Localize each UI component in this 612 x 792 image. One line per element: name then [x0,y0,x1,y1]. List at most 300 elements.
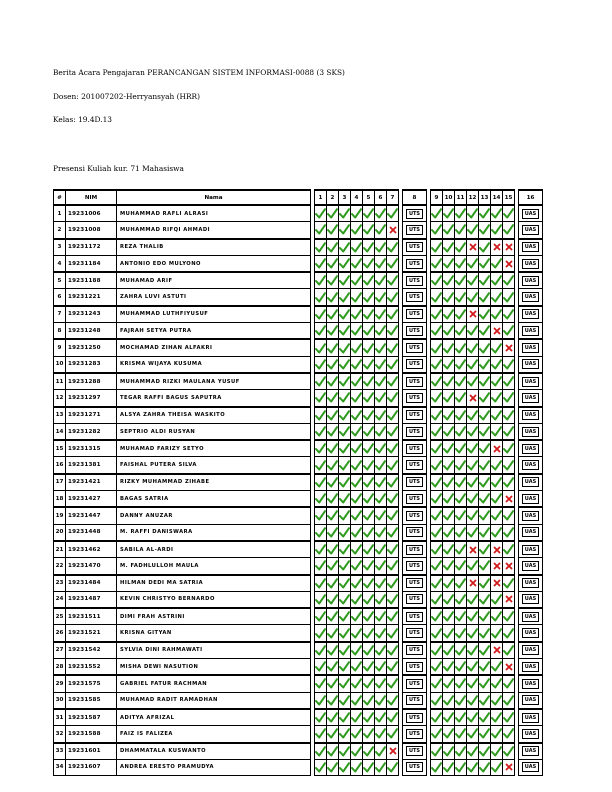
attendance-mark [479,759,491,775]
check-icon [443,661,454,672]
attendance-mark [327,390,339,407]
attendance-mark [503,524,515,541]
final-badge: UAS [522,561,539,571]
attendance-mark [491,659,503,676]
check-icon [455,325,466,336]
attendance-mark [339,407,351,424]
attendance-mark [467,339,479,356]
attendance-mark [387,507,399,524]
check-icon [327,443,338,454]
check-icon [363,746,374,757]
check-icon [455,258,466,269]
table-row [54,205,543,222]
attendance-mark [315,457,327,474]
row-number: 5 [54,272,66,289]
attendance-mark [491,541,503,558]
attendance-mark [479,390,491,407]
check-icon [387,544,398,555]
check-icon [443,510,454,521]
row-number: 32 [54,726,66,743]
check-icon [327,392,338,403]
check-icon [339,728,350,739]
attendance-mark [375,222,387,239]
check-icon [375,762,386,773]
attendance-mark [491,642,503,659]
check-icon [443,309,454,320]
student-nim: 19231381 [66,457,117,474]
attendance-mark [503,440,515,457]
attendance-mark [455,390,467,407]
attendance-mark [375,407,387,424]
attendance-mark [455,239,467,256]
attendance-mark [479,222,491,239]
attendance-mark [339,239,351,256]
attendance-mark [503,306,515,323]
student-nim: 19231607 [66,759,117,775]
attendance-mark [327,289,339,306]
student-name: SYLVIA DINI RAHMAWATI [117,642,311,659]
student-name: DIMI FRAH ASTRINI [117,608,311,625]
check-icon [363,510,374,521]
check-icon [351,426,362,437]
row-number: 23 [54,575,66,592]
check-icon [351,359,362,370]
student-name: M. RAFFI DANISWARA [117,524,311,541]
check-icon [387,594,398,605]
check-icon [431,594,442,605]
attendance-mark [479,692,491,709]
check-icon [479,224,490,235]
check-icon [327,275,338,286]
attendance-mark [443,726,455,743]
attendance-mark [467,474,479,491]
attendance-mark [387,289,399,306]
midterm-badge: UTS [406,393,423,403]
attendance-mark [467,440,479,457]
attendance-mark [491,390,503,407]
check-icon [327,493,338,504]
student-name: GABRIEL FATUR RACHMAN [117,675,311,692]
row-number: 2 [54,222,66,239]
student-nim: 19231421 [66,474,117,491]
check-icon [443,460,454,471]
student-name: M. FADHLULLOH MAULA [117,558,311,575]
attendance-mark [479,440,491,457]
attendance-mark [431,709,443,726]
row-number: 30 [54,692,66,709]
check-icon [387,661,398,672]
attendance-mark [443,575,455,592]
attendance-mark [503,625,515,642]
row-number: 33 [54,743,66,760]
check-icon [455,309,466,320]
attendance-mark [491,323,503,340]
attendance-mark [363,709,375,726]
row-number: 20 [54,524,66,541]
student-nim: 19231447 [66,507,117,524]
check-icon [351,746,362,757]
attendance-mark [327,491,339,508]
attendance-mark [503,642,515,659]
attendance-mark [479,356,491,373]
attendance-mark [503,591,515,608]
attendance-mark [503,205,515,222]
check-icon [387,208,398,219]
cross-icon [389,226,397,234]
attendance-mark [455,675,467,692]
midterm-badge: UTS [406,594,423,604]
attendance-mark [351,323,363,340]
check-icon [315,343,326,354]
header-session-1: 1 [315,190,327,205]
check-icon [363,292,374,303]
student-name: DANNY ANUZAR [117,507,311,524]
attendance-mark [503,675,515,692]
attendance-mark [387,339,399,356]
final-badge: UAS [522,645,539,655]
attendance-mark [315,491,327,508]
check-icon [491,292,502,303]
check-icon [479,728,490,739]
attendance-mark [479,289,491,306]
student-nim: 19231288 [66,373,117,390]
attendance-mark [431,692,443,709]
check-icon [443,645,454,656]
attendance-mark [387,491,399,508]
attendance-mark [315,323,327,340]
student-nim: 19231448 [66,524,117,541]
check-icon [431,208,442,219]
check-icon [467,292,478,303]
attendance-mark [339,390,351,407]
header-session-15: 15 [503,190,515,205]
final-badge: UAS [522,511,539,521]
attendance-mark [363,524,375,541]
student-nim: 19231271 [66,407,117,424]
check-icon [467,426,478,437]
student-name: FAJRAH SETYA PUTRA [117,323,311,340]
check-icon [479,410,490,421]
attendance-mark [327,373,339,390]
attendance-mark [455,575,467,592]
attendance-mark [503,423,515,440]
attendance-mark [479,491,491,508]
attendance-mark [327,692,339,709]
attendance-mark [351,558,363,575]
attendance-mark [479,423,491,440]
midterm-badge: UTS [406,494,423,504]
attendance-mark [351,306,363,323]
check-icon [503,510,514,521]
attendance-mark [363,591,375,608]
final-badge: UAS [522,494,539,504]
check-icon [503,477,514,488]
check-icon [315,359,326,370]
attendance-mark [387,591,399,608]
final-badge: UAS [522,527,539,537]
check-icon [363,242,374,253]
check-icon [479,578,490,589]
attendance-mark [479,642,491,659]
attendance-mark [315,759,327,775]
check-icon [387,678,398,689]
student-name: KRISNA GITYAN [117,625,311,642]
attendance-mark [443,759,455,775]
midterm-badge: UTS [406,359,423,369]
check-icon [327,527,338,538]
check-icon [431,628,442,639]
check-icon [479,594,490,605]
check-icon [503,443,514,454]
check-icon [363,460,374,471]
attendance-mark [503,390,515,407]
attendance-mark [339,440,351,457]
midterm-badge: UTS [406,527,423,537]
attendance-mark [491,474,503,491]
check-icon [351,762,362,773]
attendance-mark [315,222,327,239]
attendance-mark [467,709,479,726]
midterm-badge: UTS [406,729,423,739]
attendance-mark [455,272,467,289]
attendance-mark [431,575,443,592]
attendance-mark [363,491,375,508]
check-icon [339,443,350,454]
attendance-mark [467,558,479,575]
header-session-6: 6 [375,190,387,205]
student-name: MISHA DEWI NASUTION [117,659,311,676]
check-icon [455,224,466,235]
attendance-mark [387,541,399,558]
attendance-mark [387,642,399,659]
student-name: MUHAMAD RADIT RAMADHAN [117,692,311,709]
attendance-mark [479,709,491,726]
check-icon [339,560,350,571]
check-icon [503,728,514,739]
check-icon [339,493,350,504]
attendance-mark [327,659,339,676]
attendance-mark [503,356,515,373]
attendance-mark [443,390,455,407]
attendance-mark [443,255,455,272]
check-icon [467,695,478,706]
attendance-mark [363,440,375,457]
check-icon [491,611,502,622]
check-icon [339,762,350,773]
check-icon [315,309,326,320]
check-icon [375,275,386,286]
student-nim: 19231250 [66,339,117,356]
check-icon [363,343,374,354]
check-icon [387,560,398,571]
final-badge: UAS [522,359,539,369]
check-icon [431,242,442,253]
check-icon [327,712,338,723]
attendance-mark [467,507,479,524]
attendance-mark [315,558,327,575]
attendance-mark [339,491,351,508]
check-icon [387,493,398,504]
midterm-badge: UTS [406,578,423,588]
check-icon [363,224,374,235]
attendance-mark [387,759,399,775]
attendance-mark [387,272,399,289]
check-icon [455,611,466,622]
check-icon [375,359,386,370]
attendance-mark [431,373,443,390]
check-icon [327,628,338,639]
check-icon [443,325,454,336]
check-icon [491,728,502,739]
check-icon [503,208,514,219]
check-icon [363,359,374,370]
attendance-mark [315,743,327,760]
check-icon [375,578,386,589]
check-icon [351,510,362,521]
attendance-mark [491,507,503,524]
table-header [54,190,543,205]
student-name: ANDREA ERESTO PRAMUDYA [117,759,311,775]
cross-icon [469,243,477,251]
attendance-mark [467,289,479,306]
attendance-mark [491,407,503,424]
check-icon [479,426,490,437]
attendance-mark [503,289,515,306]
check-icon [315,762,326,773]
attendance-mark [387,222,399,239]
attendance-mark [351,205,363,222]
check-icon [315,426,326,437]
attendance-mark [315,356,327,373]
attendance-mark [339,692,351,709]
header-session-3: 3 [339,190,351,205]
check-icon [479,242,490,253]
attendance-mark [375,743,387,760]
attendance-mark [443,491,455,508]
attendance-mark [455,423,467,440]
student-name: HILMAN DEDI MA SATRIA [117,575,311,592]
check-icon [327,376,338,387]
attendance-mark [443,591,455,608]
midterm-badge: UTS [406,612,423,622]
check-icon [479,292,490,303]
check-icon [327,292,338,303]
student-name: BAGAS SATRIA [117,491,311,508]
attendance-mark [503,659,515,676]
attendance-mark [455,541,467,558]
row-number: 11 [54,373,66,390]
attendance-mark [503,507,515,524]
check-icon [479,208,490,219]
final-badge: UAS [522,444,539,454]
check-icon [315,443,326,454]
check-icon [479,678,490,689]
check-icon [455,376,466,387]
table-row [54,423,543,440]
attendance-mark [327,743,339,760]
check-icon [327,224,338,235]
check-icon [467,224,478,235]
attendance-mark [491,255,503,272]
table-row [54,306,543,323]
check-icon [375,292,386,303]
attendance-mark [363,356,375,373]
attendance-mark [479,726,491,743]
check-icon [375,493,386,504]
check-icon [491,678,502,689]
final-badge: UAS [522,259,539,269]
attendance-mark [363,255,375,272]
attendance-mark [363,642,375,659]
check-icon [491,460,502,471]
check-icon [339,242,350,253]
student-nim: 19231511 [66,608,117,625]
attendance-mark [363,625,375,642]
cross-icon [389,747,397,755]
attendance-mark [351,289,363,306]
check-icon [339,678,350,689]
attendance-mark [455,356,467,373]
attendance-mark [363,743,375,760]
check-icon [375,728,386,739]
student-nim: 19231243 [66,306,117,323]
attendance-mark [315,289,327,306]
check-icon [431,224,442,235]
check-icon [431,578,442,589]
attendance-mark [467,239,479,256]
attendance-mark [375,323,387,340]
attendance-mark [503,272,515,289]
check-icon [479,325,490,336]
row-number: 26 [54,625,66,642]
check-icon [327,544,338,555]
attendance-mark [351,524,363,541]
final-badge: UAS [522,276,539,286]
check-icon [467,493,478,504]
attendance-mark [491,272,503,289]
attendance-mark [363,407,375,424]
final-badge: UAS [522,695,539,705]
check-icon [455,762,466,773]
row-number: 19 [54,507,66,524]
check-icon [363,410,374,421]
attendance-mark [363,541,375,558]
check-icon [387,728,398,739]
attendance-mark [467,205,479,222]
cross-icon [469,310,477,318]
cross-icon [469,579,477,587]
check-icon [431,746,442,757]
attendance-mark [327,306,339,323]
check-icon [351,208,362,219]
student-name: MOCHAMAD ZIHAN ALFAKRI [117,339,311,356]
cross-icon [493,646,501,654]
check-icon [479,712,490,723]
attendance-mark [431,726,443,743]
check-icon [431,309,442,320]
attendance-mark [467,608,479,625]
attendance-mark [327,507,339,524]
attendance-mark [387,407,399,424]
check-icon [479,762,490,773]
cross-icon [493,445,501,453]
check-icon [455,410,466,421]
attendance-mark [467,541,479,558]
header-session-10: 10 [443,190,455,205]
student-name: ZAHRA LUVI ASTUTI [117,289,311,306]
attendance-mark [327,726,339,743]
attendance-mark [467,222,479,239]
